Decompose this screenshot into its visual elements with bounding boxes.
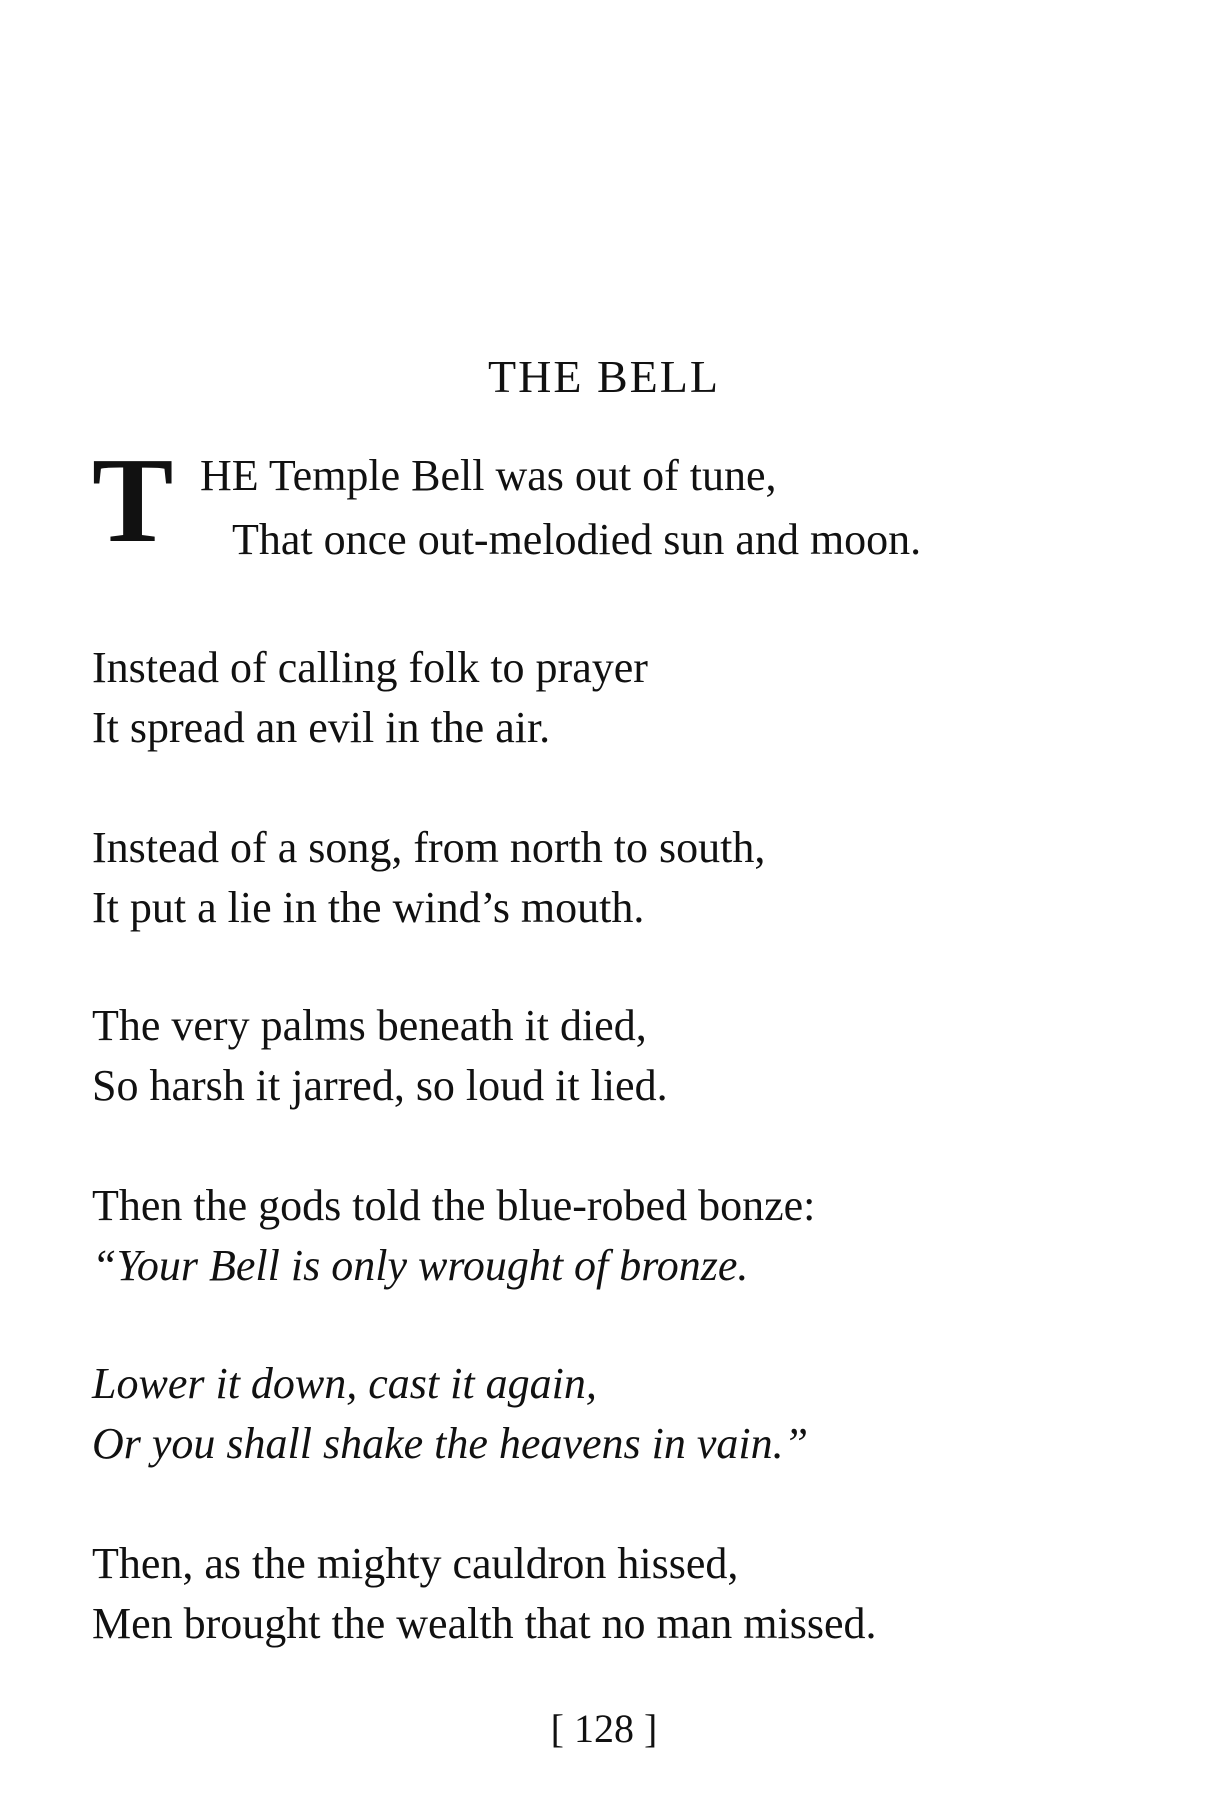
poem-line-2: That once out-melodied sun and moon.	[232, 515, 922, 564]
poem-line-1: HE Temple Bell was out of tune,	[200, 451, 777, 500]
poem-line-12: Or you shall shake the heavens in vain.”	[92, 1419, 809, 1468]
poem-line-4: It spread an evil in the air.	[92, 703, 551, 752]
poem-line-8: So harsh it jarred, so loud it lied.	[92, 1061, 668, 1110]
poem-line-6: It put a lie in the wind’s mouth.	[92, 883, 645, 932]
poem-line-7: The very palms beneath it died,	[92, 1001, 647, 1050]
poem-line-11: Lower it down, cast it again,	[92, 1359, 597, 1408]
poem-line-9: Then the gods told the blue-robed bonze:	[92, 1181, 816, 1230]
poem-line-3: Instead of calling folk to prayer	[92, 643, 648, 692]
drop-cap: T	[92, 433, 174, 568]
poem-title: THE BELL	[488, 351, 720, 402]
poem-line-10: “Your Bell is only wrought of bronze.	[92, 1241, 749, 1290]
poem-line-13: Then, as the mighty cauldron hissed,	[92, 1539, 739, 1588]
poem-line-14: Men brought the wealth that no man missed.	[92, 1599, 877, 1648]
page-number: [ 128 ]	[550, 1706, 658, 1751]
poem-line-5: Instead of a song, from north to south,	[92, 823, 766, 872]
